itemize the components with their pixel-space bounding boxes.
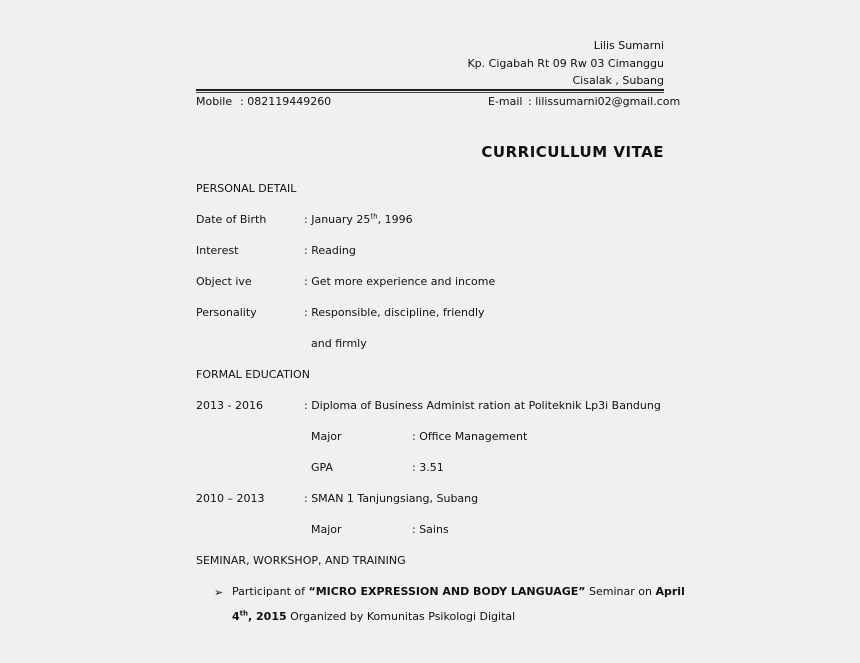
dob-value: : January 25th, 1996: [304, 212, 413, 226]
personality-value-cont: and firmly: [311, 337, 367, 350]
interest-value: : Reading: [304, 244, 356, 257]
edu-2-period: 2010 – 2013: [196, 492, 265, 505]
section-heading-education: FORMAL EDUCATION: [196, 368, 310, 381]
personality-label: Personality: [196, 306, 257, 319]
header-divider-thin: [196, 92, 664, 93]
address-line-1: Kp. Cigabah Rt 09 Rw 03 Cimanggu: [467, 57, 664, 70]
document-title: CURRICULLUM VITAE: [481, 143, 664, 161]
edu-1-period: 2013 - 2016: [196, 399, 263, 412]
address-line-2: Cisalak , Subang: [572, 74, 664, 87]
section-heading-seminar: SEMINAR, WORKSHOP, AND TRAINING: [196, 554, 406, 567]
dob-label: Date of Birth: [196, 213, 267, 226]
header-divider-thick: [196, 89, 664, 91]
edu-1-gpa-value: : 3.51: [412, 461, 444, 474]
edu-1-major-value: : Office Management: [412, 430, 528, 443]
edu-2-major-value: : Sains: [412, 523, 449, 536]
edu-2-value: : SMAN 1 Tanjungsiang, Subang: [304, 492, 479, 505]
applicant-name: Lilis Sumarni: [593, 39, 664, 52]
seminar-item-1-line-2: 4th, 2015 Organized by Komunitas Psikologi Digital: [232, 609, 516, 623]
objective-label: Object ive: [196, 275, 252, 288]
objective-value: : Get more experience and income: [304, 275, 496, 288]
edu-1-value: : Diploma of Business Administ ration at Politeknik Lp3i Bandung: [304, 399, 661, 412]
edu-1-major-label: Major: [311, 430, 342, 443]
edu-1-gpa-label: GPA: [311, 461, 333, 474]
arrow-bullet-icon: ➢: [214, 586, 224, 599]
edu-2-major-label: Major: [311, 523, 342, 536]
email-value: : lilissumarni02@gmail.com: [528, 95, 681, 108]
seminar-item-1-line-1: Participant of “MICRO EXPRESSION AND BODY LANGUAGE” Seminar on April: [232, 585, 685, 598]
personality-value: : Responsible, discipline, friendly: [304, 306, 485, 319]
section-heading-personal: PERSONAL DETAIL: [196, 182, 297, 195]
interest-label: Interest: [196, 244, 239, 257]
mobile-label: Mobile: [196, 95, 233, 108]
mobile-value: : 082119449260: [240, 95, 332, 108]
email-label: E-mail: [488, 95, 523, 108]
